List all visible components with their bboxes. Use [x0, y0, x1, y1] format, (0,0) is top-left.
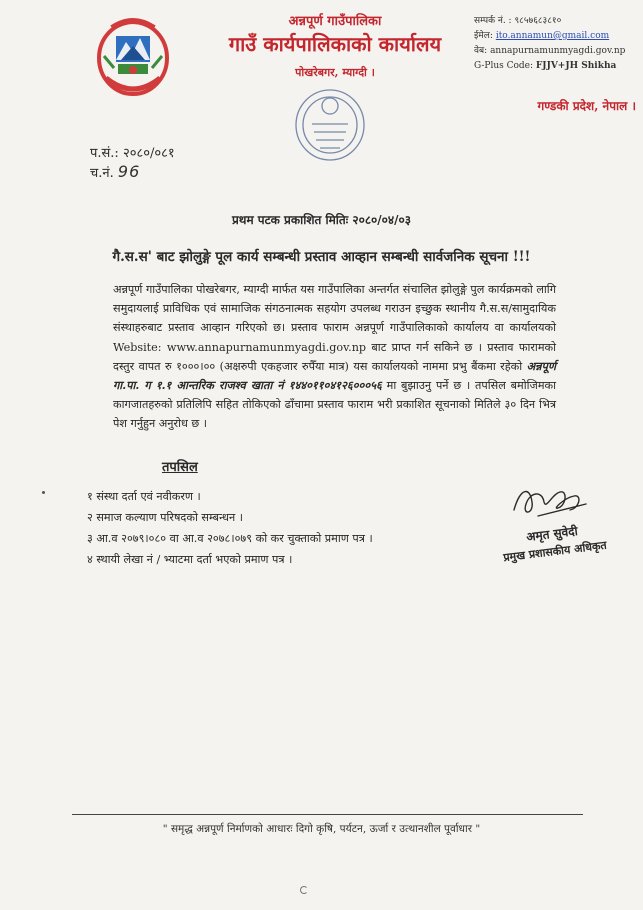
office-seal-icon [290, 84, 370, 166]
notice-body [87, 280, 556, 434]
bank-account: अन्नपूर्ण गा.पा. ग १.१ आन्तरिक राजश्व खाता नं १४४०११०४१२६०००५६ [113, 358, 556, 393]
org-name: अन्नपूर्ण गाउँपालिका [288, 14, 382, 29]
body-paragraph: अन्नपूर्ण गाउँपालिका पोखरेबगर, म्याग्दी मार्फत यस गाउँपालिका अन्तर्गत संचालित झोलुङ्गे पुल कार्यक्रमको लागि समुदायलाई प्राविधिक एवं सामाजिक संगठनात्मक सहयोग उपलब्ध गराउन इच्छुक स्थानीय गै.स.स/सामुदायिक संस्थाहरुबाट प्रस्ताव आव्हान गरिएको छ। प्रस्ताव फाराम अन्नपूर्ण गाउँपालिकाको कार्यालय वा कार्यालयको Website: www.annapurnamunmyagdi.gov.np बाट प्राप्त गर्न सकिने छ । प्रस्ताव फारामको दस्तुर वापत रु १०००।०० (अक्षरुपी एकहजार रुपैँया मात्र) यस कार्यालयको नाममा प्रभु बैंकमा रहेको अन्नपूर्ण गा.पा. ग १.१ आन्तरिक राजश्व खाता नं १४४०११०४१२६०००५६ मा बुझाउनु पर्ने छ । तपसिल बमोजिमका कागजातहरुको प्रतिलिपि सहित तोकिएको ढाँचामा प्रस्ताव फाराम भरी प्रकाशित सूचनाको मितिले ३० दिन भित्र पेश गर्नुहुन अनुरोध छ । [113, 283, 556, 431]
scan-mark [300, 886, 308, 894]
dispatch-number: च.नं. 96 [90, 162, 141, 181]
signer-name: अमृत सुवेदी [525, 523, 579, 545]
office-title: गाउँ कार्यपालिकाको कार्यालय [228, 32, 442, 56]
office-address: पोखरेबगर, म्याग्दी । [295, 66, 375, 79]
scan-dot [42, 491, 45, 494]
nepal-emblem-icon [88, 8, 178, 100]
contact-web: वेब: annapurnamunmyagdi.gov.np [474, 46, 626, 56]
letter-number: प.सं.: २०८०/०८१ [90, 146, 175, 161]
list-item: १ संस्था दर्ता एवं नवीकरण । [87, 490, 201, 503]
list-item: २ समाज कल्याण परिषदको सम्बन्धन । [87, 511, 243, 524]
dispatch-handwritten: 96 [117, 162, 141, 181]
list-item: ३ आ.व २०७९।०८० वा आ.व २०७८।०७९ को कर चुक्ताको प्रमाण पत्र । [87, 532, 373, 545]
signature-icon [508, 480, 592, 524]
footer-divider [72, 814, 583, 815]
province: गण्डकी प्रदेश, नेपाल । [537, 99, 636, 113]
annex-list [87, 486, 507, 570]
list-item: ४ स्थायी लेखा नं / भ्याटमा दर्ता भएको प्रमाण पत्र । [87, 553, 293, 566]
email-link[interactable]: ito.annamun@gmail.com [495, 31, 610, 41]
footer-motto: " समृद्ध अन्नपूर्ण निर्माणको आधारः दिगो कृषि, पर्यटन, ऊर्जा र उत्थानशील पूर्वाधार " [162, 823, 481, 835]
notice-subject: गै.स.स' बाट झोलुङ्गे पूल कार्य सम्बन्धी प्रस्ताव आव्हान सम्बन्धी सार्वजनिक सूचना !!! [112, 249, 531, 265]
publication-date: प्रथम पटक प्रकाशित मितिः २०८०/०४/०३ [231, 213, 412, 227]
signer-title: प्रमुख प्रशासकीय अधिकृत [502, 538, 608, 565]
contact-phone: सम्पर्क नं. : ९८५७६८३८१० [474, 16, 562, 26]
contact-plus-code: G-Plus Code: FJJV+JH Shikha [474, 61, 617, 71]
contact-email: ईमेल: ito.annamun@gmail.com [474, 31, 610, 41]
annex-title: तपसिल [162, 460, 198, 475]
contact-block [474, 14, 642, 74]
